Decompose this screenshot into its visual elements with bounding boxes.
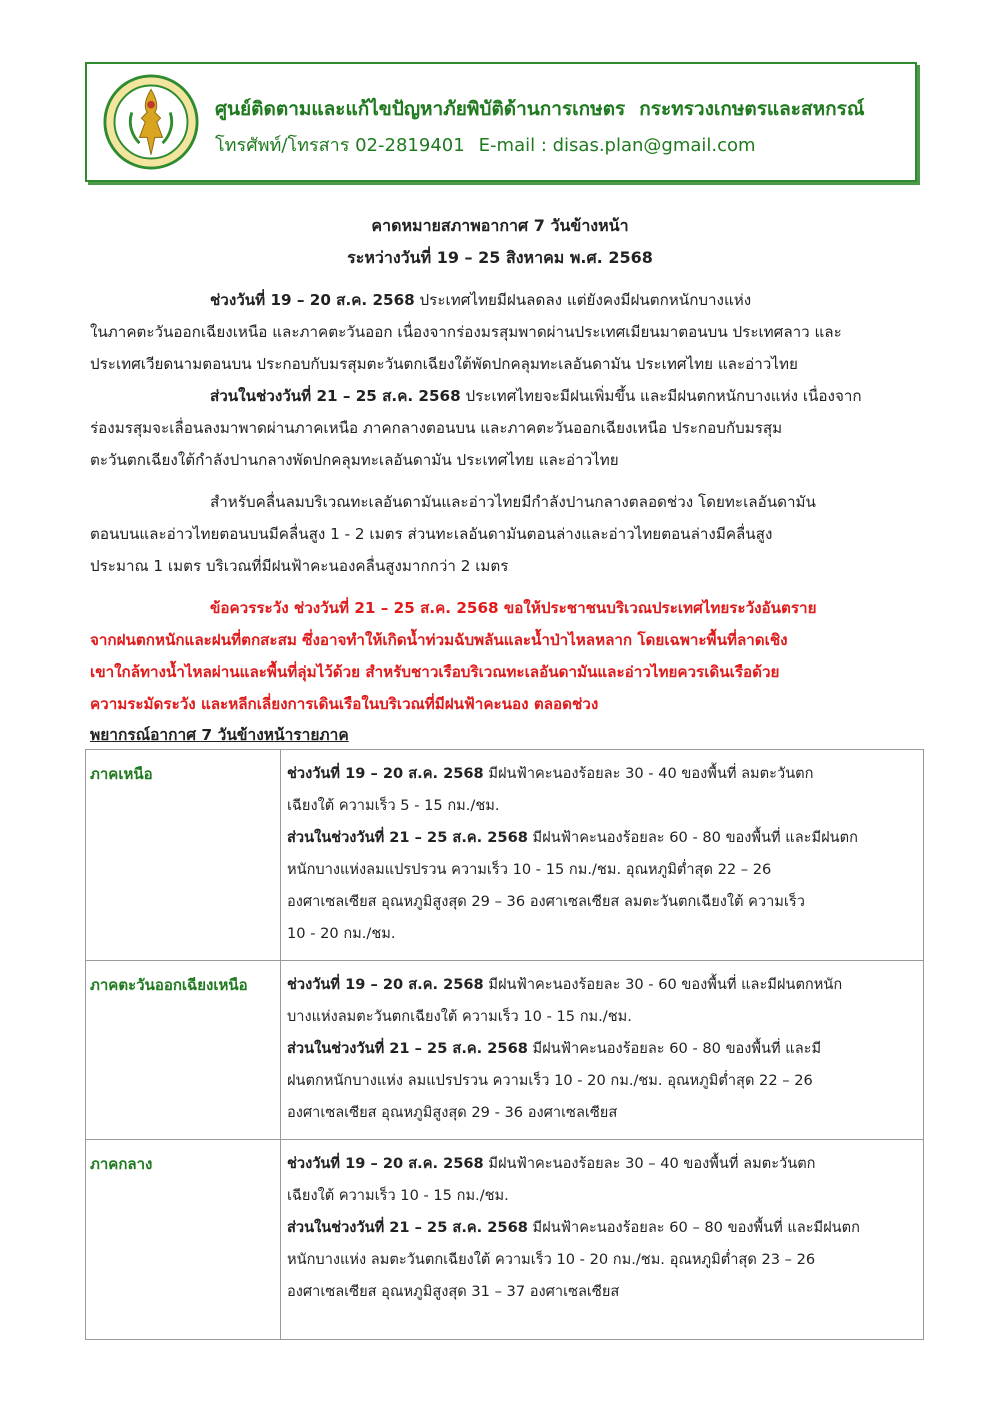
table-row (86, 750, 924, 961)
ministry-name: กระทรวงเกษตรและสหกรณ์ (639, 98, 865, 120)
org-name: ศูนย์ติดตามและแก้ไขปัญหาภัยพิบัติด้านการเกษตร (215, 98, 626, 120)
contact-line (215, 130, 756, 159)
region-name: ภาคตะวันออกเฉียงเหนือ (86, 961, 281, 1140)
wave-paragraph: สำหรับคลื่นลมบริเวณทะเลอันดามันและอ่าวไทยมีกำลังปานกลางตลอดช่วง โดยทะเลอันดามัน ตอนบนและอ่าวไทยตอนบนมีคลื่นสูง 1 - 2 เมตร ส่วนทะเลอันดามันตอนล่างและอ่าวไทยตอนล่างมีคลื่นสูง ประมาณ 1 เมตร บริเวณที่มีฝนฟ้าคะนองคลื่นสูงมากกว่า 2 เมตร (90, 493, 816, 575)
forecast-paragraph-1: ช่วงวันที่ 19 – 20 ส.ค. 2568 ประเทศไทยมีฝนลดลง แต่ยังคงมีฝนตกหนักบางแห่ง ในภาคตะวันออกเฉียงเหนือ และภาคตะวันออก เนื่องจากร่องมรสุมพาดผ่านประเทศเมียนมาตอนบน ประเทศลาว และ ประเทศเวียดนามตอนบน ประกอบกับมรสุมตะวันตกเฉียงใต้พัดปกคลุมทะเลอันดามัน ประเทศไทย และอ่าวไทย (90, 291, 842, 373)
region-name: ภาคกลาง (86, 1140, 281, 1340)
regional-forecast-heading: พยากรณ์อากาศ 7 วันข้างหน้ารายภาค (90, 726, 349, 744)
regional-forecast-table (85, 749, 924, 1340)
region-forecast: ช่วงวันที่ 19 – 20 ส.ค. 2568 มีฝนฟ้าคะนองร้อยละ 30 - 40 ของพื้นที่ ลมตะวันตก เฉียงใต้ ความเร็ว 5 - 15 กม./ชม. ส่วนในช่วงวันที่ 21 – 25 ส.ค. 2568 มีฝนฟ้าคะนองร้อยละ 60 - 80 ของพื้นที่ และมีฝนตก หนักบางแห่งลมแปรปรวน ความเร็ว 10 - 15 กม./ชม. อุณหภูมิต่ำสุด 22 – 26 องศาเซลเซียส อุณหภูมิสูงสุด 29 – 36 องศาเซลเซียส ลมตะวันตกเฉียงใต้ ความเร็ว 10 - 20 กม./ชม. (281, 750, 924, 961)
date-range-bold: ช่วงวันที่ 19 – 20 ส.ค. 2568 (210, 291, 415, 309)
region-forecast: ช่วงวันที่ 19 – 20 ส.ค. 2568 มีฝนฟ้าคะนองร้อยละ 30 - 60 ของพื้นที่ และมีฝนตกหนัก บางแห่งลมตะวันตกเฉียงใต้ ความเร็ว 10 - 15 กม./ชม. ส่วนในช่วงวันที่ 21 – 25 ส.ค. 2568 มีฝนฟ้าคะนองร้อยละ 60 - 80 ของพื้นที่ และมี ฝนตกหนักบางแห่ง ลมแปรปรวน ความเร็ว 10 - 20 กม./ชม. อุณหภูมิต่ำสุด 22 – 26 องศาเซลเซียส อุณหภูมิสูงสุด 29 - 36 องศาเซลเซียส (281, 961, 924, 1140)
region-name: ภาคเหนือ (86, 750, 281, 961)
region-forecast: ช่วงวันที่ 19 – 20 ส.ค. 2568 มีฝนฟ้าคะนองร้อยละ 30 – 40 ของพื้นที่ ลมตะวันตก เฉียงใต้ ความเร็ว 10 - 15 กม./ชม. ส่วนในช่วงวันที่ 21 – 25 ส.ค. 2568 มีฝนฟ้าคะนองร้อยละ 60 – 80 ของพื้นที่ และมีฝนตก หนักบางแห่ง ลมตะวันตกเฉียงใต้ ความเร็ว 10 - 20 กม./ชม. อุณหภูมิต่ำสุด 23 – 26 องศาเซลเซียส อุณหภูมิสูงสุด 31 – 37 องศาเซลเซียส (281, 1140, 924, 1340)
header-box (85, 62, 917, 182)
warning-paragraph: ข้อควรระวัง ช่วงวันที่ 21 – 25 ส.ค. 2568 ขอให้ประชาชนบริเวณประเทศไทยระวังอันตราย จากฝนตกหนักและฝนที่ตกสะสม ซึ่งอาจทำให้เกิดน้ำท่วมฉับพลันและน้ำป่าไหลหลาก โดยเฉพาะพื้นที่ลาดเชิง เขาใกล้ทางน้ำไหลผ่านและพื้นที่ลุ่มไว้ด้วย สำหรับชาวเรือบริเวณทะเลอันดามันและอ่าวไทยควรเดินเรือด้วย ความระมัดระวัง และหลีกเลี่ยงการเดินเรือในบริเวณที่มีฝนฟ้าคะนอง ตลอดช่วง (90, 599, 817, 713)
date-range-bold: ส่วนในช่วงวันที่ 21 – 25 ส.ค. 2568 (210, 387, 461, 405)
org-name-line (215, 94, 864, 124)
table-row (86, 961, 924, 1140)
phone-text: โทรศัพท์/โทรสาร 02-2819401 (215, 135, 465, 156)
table-row (86, 1140, 924, 1340)
forecast-paragraph-2: ส่วนในช่วงวันที่ 21 – 25 ส.ค. 2568 ประเทศไทยจะมีฝนเพิ่มขึ้น และมีฝนตกหนักบางแห่ง เนื่องจาก ร่องมรสุมจะเลื่อนลงมาพาดผ่านภาคเหนือ ภาคกลางตอนบน และภาคตะวันออกเฉียงเหนือ ประกอบกับมรสุม ตะวันตกเฉียงใต้กำลังปานกลางพัดปกคลุมทะเลอันดามัน ประเทศไทย และอ่าวไทย (90, 387, 862, 469)
document-title: คาดหมายสภาพอากาศ 7 วันข้างหน้า (371, 216, 629, 235)
email-text[interactable]: E-mail : disas.plan@gmail.com (478, 135, 756, 156)
ministry-seal-icon (103, 74, 199, 170)
document-subtitle: ระหว่างวันที่ 19 – 25 สิงหาคม พ.ศ. 2568 (347, 248, 653, 267)
